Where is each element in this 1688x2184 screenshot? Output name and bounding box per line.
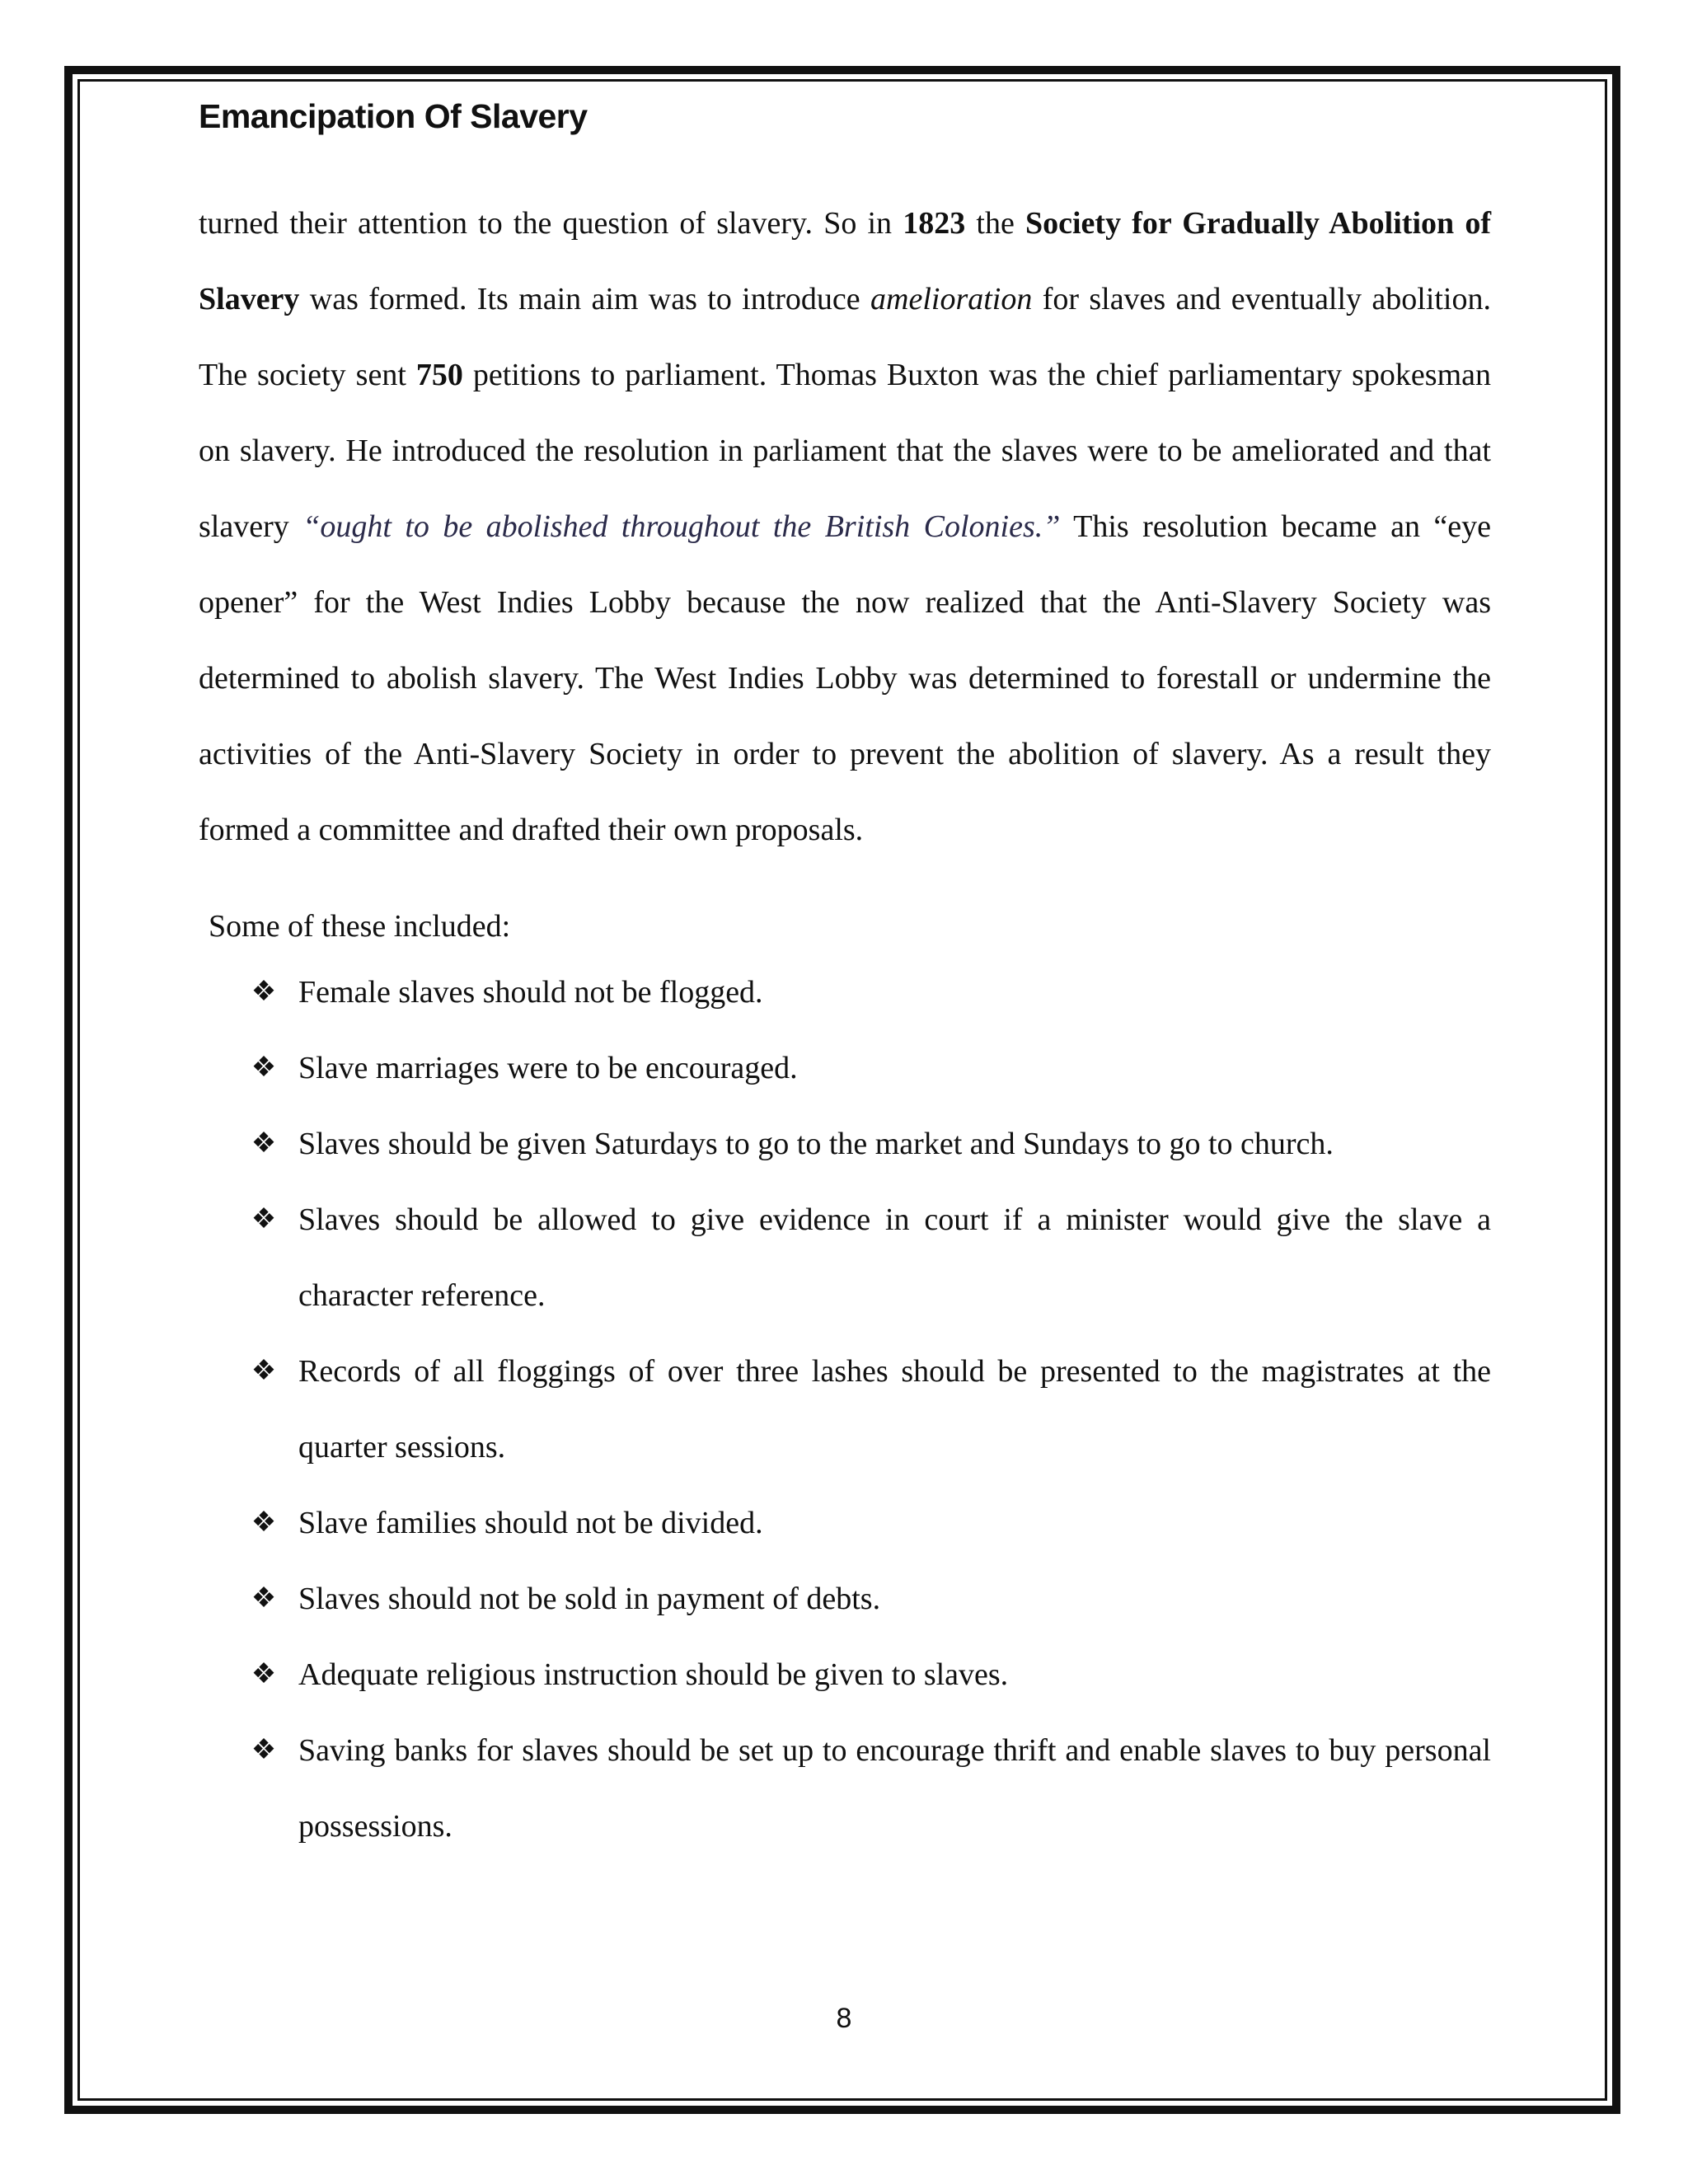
list-item-text: Slaves should not be sold in payment of debts. [298,1582,881,1616]
diamond-bullet-icon: ❖ [251,1659,277,1690]
list-item-text: Slaves should be given Saturdays to go to the market and Sundays to go to church. [298,1127,1334,1161]
list-item [247,1333,1491,1485]
paragraph-text: the [965,206,1025,241]
page-number: 8 [836,2003,852,2034]
list-item [247,1106,1491,1182]
list-item-text: Records of all floggings of over three lashes should be presented to the magistrates at the quarter sessions. [298,1354,1491,1465]
body-paragraph [199,185,1491,868]
list-item [247,1182,1491,1333]
list-item-text: Saving banks for slaves should be set up to encourage thrift and enable slaves to buy personal possessions. [298,1733,1491,1844]
list-item-text: Female slaves should not be flogged. [298,975,763,1010]
diamond-bullet-icon: ❖ [251,1583,277,1614]
diamond-bullet-icon: ❖ [251,1356,277,1386]
year-bold: 1823 [903,206,966,241]
diamond-bullet-icon: ❖ [251,1128,277,1159]
amelioration-italic: amelioration [870,282,1033,316]
proposals-list [247,954,1491,1864]
page-heading: Emancipation Of Slavery [199,97,588,135]
paragraph-text: petitions to parliament. Thomas Buxton was the chief parliamentary spokesman on slavery. He introduced the resolution in parliament that the slaves were to be ameliorated and that slavery [199,358,1491,544]
society-name-bold: Society for Gradually Abolition of Slavery [199,206,1491,316]
list-item [247,1030,1491,1106]
diamond-bullet-icon: ❖ [251,977,277,1007]
diamond-bullet-icon: ❖ [251,1735,277,1765]
list-item-text: Adequate religious instruction should be given to slaves. [298,1657,1009,1692]
diamond-bullet-icon: ❖ [251,1204,277,1235]
list-item-text: Slave marriages were to be encouraged. [298,1051,798,1085]
list-intro: Some of these included: [209,909,511,944]
list-item [247,1713,1491,1864]
diamond-bullet-icon: ❖ [251,1507,277,1538]
list-item-text: Slave families should not be divided. [298,1506,763,1540]
paragraph-text: was formed. Its main aim was to introduce [299,282,871,316]
list-item-text: Slaves should be allowed to give evidence in court if a minister would give the slave a character reference. [298,1202,1491,1313]
paragraph-text: turned their attention to the question of slavery. So in [199,206,903,241]
diamond-bullet-icon: ❖ [251,1052,277,1083]
paragraph-text: for slaves and eventually abolition. The society sent [199,282,1491,392]
resolution-quote: “ought to be abolished throughout the British Colonies.” [302,509,1061,544]
petitions-count-bold: 750 [415,358,463,392]
list-item [247,1485,1491,1561]
paragraph-text: This resolution became an “eye opener” for the West Indies Lobby because the now realized that the Anti-Slavery Society was determined to abolish slavery. The West Indies Lobby was determined to forestall or undermine the activities of the Anti-Slavery Society in order to prevent the abolition of slavery. As a result they formed a committee and drafted their own proposals. [199,509,1492,847]
list-item [247,1561,1491,1637]
list-item [247,1637,1491,1713]
list-item [247,954,1491,1030]
